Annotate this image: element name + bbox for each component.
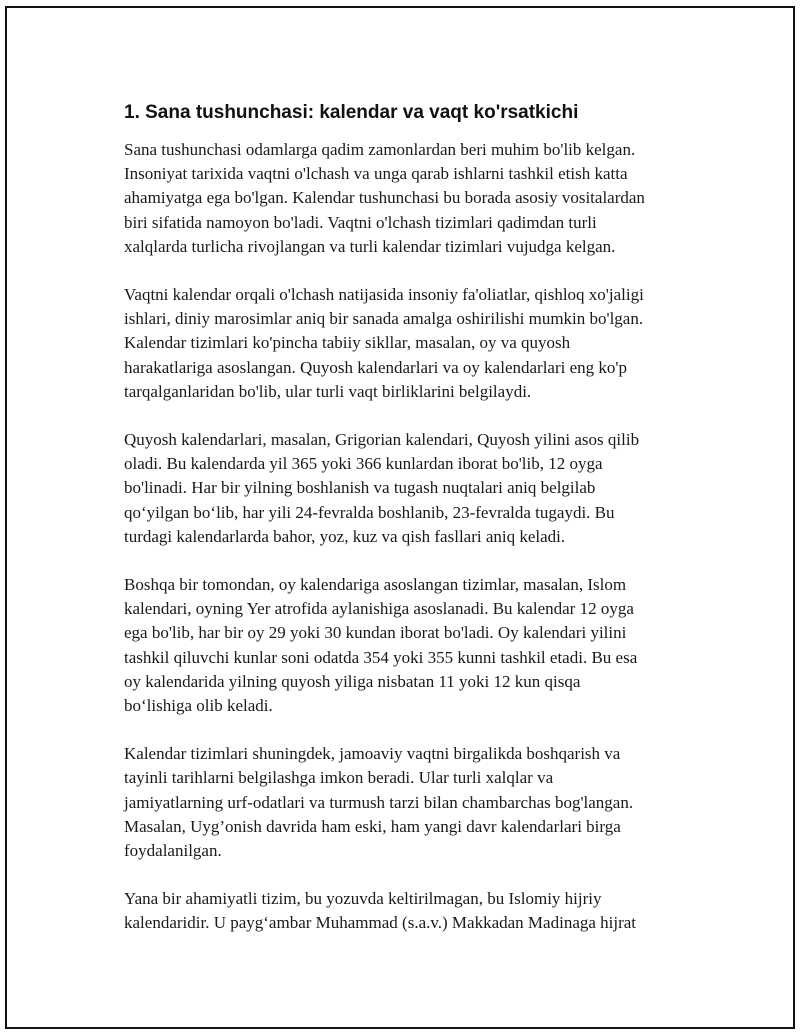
text-line: Vaqtni kalendar orqali o'lchash natijasida insoniy fa'oliatlar, qishloq xo'jaligi: [124, 285, 644, 305]
text-line: turdagi kalendarlarda bahor, yoz, kuz va qish fasllari aniq keladi.: [124, 526, 566, 546]
text-line: Boshqa bir tomondan, oy kalendariga asoslangan tizimlar, masalan, Islom: [124, 575, 627, 595]
text-line: qo‘yilgan bo‘lib, har yili 24-fevralda boshlanib, 23-fevralda tugaydi. Bu: [124, 502, 615, 522]
text-line: ishlari, diniy marosimlar aniq bir sanada amalga oshirilishi mumkin bo'lgan.: [124, 309, 644, 329]
document-body: [124, 100, 704, 960]
text-line: Yana bir ahamiyatli tizim, bu yozuvda keltirilmagan, bu Islomiy hijriy: [124, 889, 602, 909]
text-line: foydalanilgan.: [124, 841, 222, 861]
paragraph-1: [124, 138, 704, 259]
paragraph-5: [124, 742, 704, 863]
text-line: kalendari, oyning Yer atrofida aylanishiga asoslanadi. Bu kalendar 12 oyga: [124, 599, 634, 619]
text-line: bo'linadi. Har bir yilning boshlanish va tugash nuqtalari aniq belgilab: [124, 478, 596, 498]
text-line: tarqalganlaridan bo'lib, ular turli vaqt birliklarini belgilaydi.: [124, 381, 532, 401]
paragraph-6: [124, 887, 704, 935]
text-line: ega bo'lib, har bir oy 29 yoki 30 kundan iborat bo'ladi. Oy kalendari yilini: [124, 623, 627, 643]
text-line: Kalendar tizimlari ko'pincha tabiiy sikllar, masalan, oy va quyosh: [124, 333, 571, 353]
text-line: biri sifatida namoyon bo'ladi. Vaqtni o'lchash tizimlari qadimdan turli: [124, 212, 597, 232]
text-line: tashkil qiluvchi kunlar soni odatda 354 yoki 355 kunni tashkil etadi. Bu esa: [124, 647, 638, 667]
text-line: Masalan, Uyg’onish davrida ham eski, ham yangi davr kalendarlari birga: [124, 816, 621, 836]
text-line: Insoniyat tarixida vaqtni o'lchash va unga qarab ishlarni tashkil etish katta: [124, 164, 628, 184]
text-line: Sana tushunchasi odamlarga qadim zamonlardan beri muhim bo'lib kelgan.: [124, 140, 636, 159]
text-line: Kalendar tizimlari shuningdek, jamoaviy vaqtni birgalikda boshqarish va: [124, 744, 621, 764]
paragraph-3: [124, 428, 704, 549]
page-frame: [5, 6, 795, 1029]
text-line: kalendaridir. U payg‘ambar Muhammad (s.a.v.) Makkadan Madinaga hijrat: [124, 913, 637, 933]
text-line: oladi. Bu kalendarda yil 365 yoki 366 kunlardan iborat bo'lib, 12 oyga: [124, 454, 603, 474]
text-line: oy kalendarida yilning quyosh yiliga nisbatan 11 yoki 12 kun qisqa: [124, 671, 581, 691]
text-line: Quyosh kalendarlari, masalan, Grigorian kalendari, Quyosh yilini asos qilib: [124, 430, 640, 450]
paragraph-4: [124, 573, 704, 718]
text-line: ahamiyatga ega bo'lgan. Kalendar tushunchasi bu borada asosiy vositalardan: [124, 188, 645, 208]
paragraph-2: [124, 283, 704, 404]
text-line: jamiyatlarning urf-odatlari va turmush tarzi bilan chambarchas bog'langan.: [124, 792, 634, 812]
text-line: tayinli tarihlarni belgilashga imkon beradi. Ular turli xalqlar va: [124, 768, 554, 788]
text-line: bo‘lishiga olib keladi.: [124, 696, 273, 716]
text-line: xalqlarda turlicha rivojlangan va turli kalendar tizimlari vujudga kelgan.: [124, 236, 616, 256]
section-heading: 1. Sana tushunchasi: kalendar va vaqt ko'rsatkichi: [124, 102, 579, 123]
text-line: harakatlariga asoslangan. Quyosh kalendarlari va oy kalendarlari eng ko'p: [124, 357, 627, 377]
